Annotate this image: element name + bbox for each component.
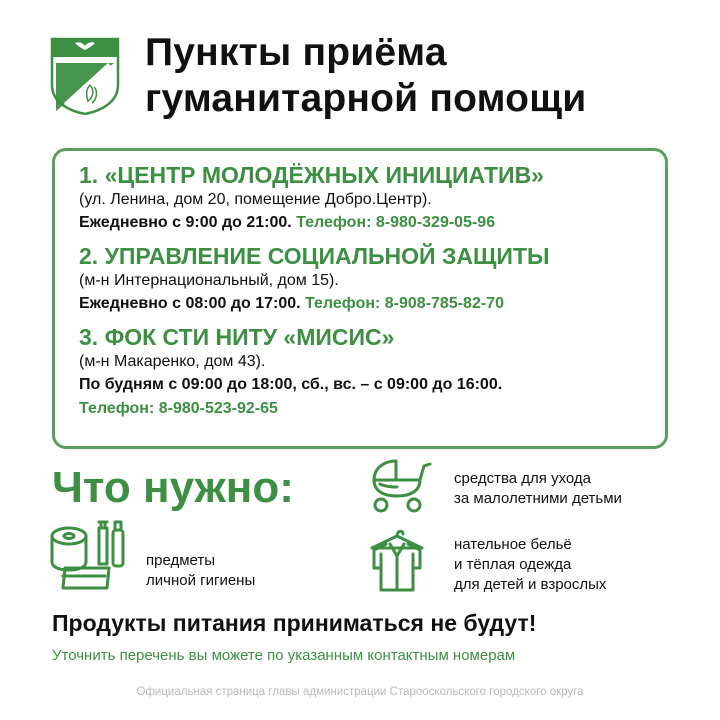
point-schedule: Ежедневно с 9:00 до 21:00.: [79, 214, 292, 231]
collection-point-3: [79, 323, 665, 421]
point-schedule: По будням с 09:00 до 18:00, сб., вс. – с 09:00 до 16:00.: [79, 376, 503, 393]
point-schedule-line: [79, 211, 665, 235]
point-address: (м-н Интернациональный, дом 15).: [79, 272, 339, 289]
label-line: для детей и взрослых: [454, 576, 607, 593]
point-address: (м-н Макаренко, дом 43).: [79, 353, 266, 370]
phone-number[interactable]: 8-908-785-82-70: [384, 295, 504, 312]
clothes-icon: [366, 526, 428, 594]
collection-points-box: [52, 148, 668, 449]
label-line: за малолетними детьми: [454, 490, 622, 507]
point-heading: 1. «ЦЕНТР МОЛОДЁЖНЫХ ИНИЦИАТИВ»: [79, 162, 544, 188]
page-title: [145, 30, 705, 122]
title-line-2: гуманитарной помощи: [145, 77, 587, 120]
food-warning: Продукты питания приниматься не будут!: [52, 610, 537, 636]
label-line: предметы: [146, 552, 216, 569]
label-line: и тёплая одежда: [454, 556, 572, 573]
phone-number[interactable]: 8-980-523-92-65: [158, 400, 278, 417]
label-line: личной гигиены: [146, 572, 256, 589]
phone-number[interactable]: 8-980-329-05-96: [375, 214, 496, 231]
needs-title: Что нужно:: [52, 463, 294, 512]
coat-of-arms-logo: [50, 37, 120, 115]
clothes-label: [454, 535, 606, 595]
point-phone-line: [79, 397, 665, 421]
hygiene-icon: [47, 518, 133, 590]
phone-label: Телефон:: [305, 295, 381, 312]
phone-label: Телефон:: [79, 400, 155, 417]
stroller-icon: [366, 458, 432, 514]
title-line-1: Пункты приёма: [145, 31, 447, 74]
label-line: средства для ухода: [454, 470, 592, 487]
point-schedule: Ежедневно с 08:00 до 17:00.: [79, 295, 301, 312]
contact-note: Уточнить перечень вы можете по указанным контактным номерам: [52, 647, 516, 664]
label-line: нательное бельё: [454, 536, 572, 553]
collection-point-2: [79, 242, 665, 316]
stroller-label: [454, 469, 622, 509]
hygiene-label: [146, 551, 255, 591]
point-heading: 2. УПРАВЛЕНИЕ СОЦИАЛЬНОЙ ЗАЩИТЫ: [79, 243, 550, 269]
phone-label: Телефон:: [296, 214, 372, 231]
point-heading: 3. ФОК СТИ НИТУ «МИСИС»: [79, 324, 395, 350]
collection-point-1: [79, 161, 665, 235]
point-schedule-line: [79, 292, 665, 316]
point-address: (ул. Ленина, дом 20, помещение Добро.Центр).: [79, 191, 432, 208]
footer-caption: Официальная страница главы администрации Старооскольского городского округа: [136, 686, 584, 698]
